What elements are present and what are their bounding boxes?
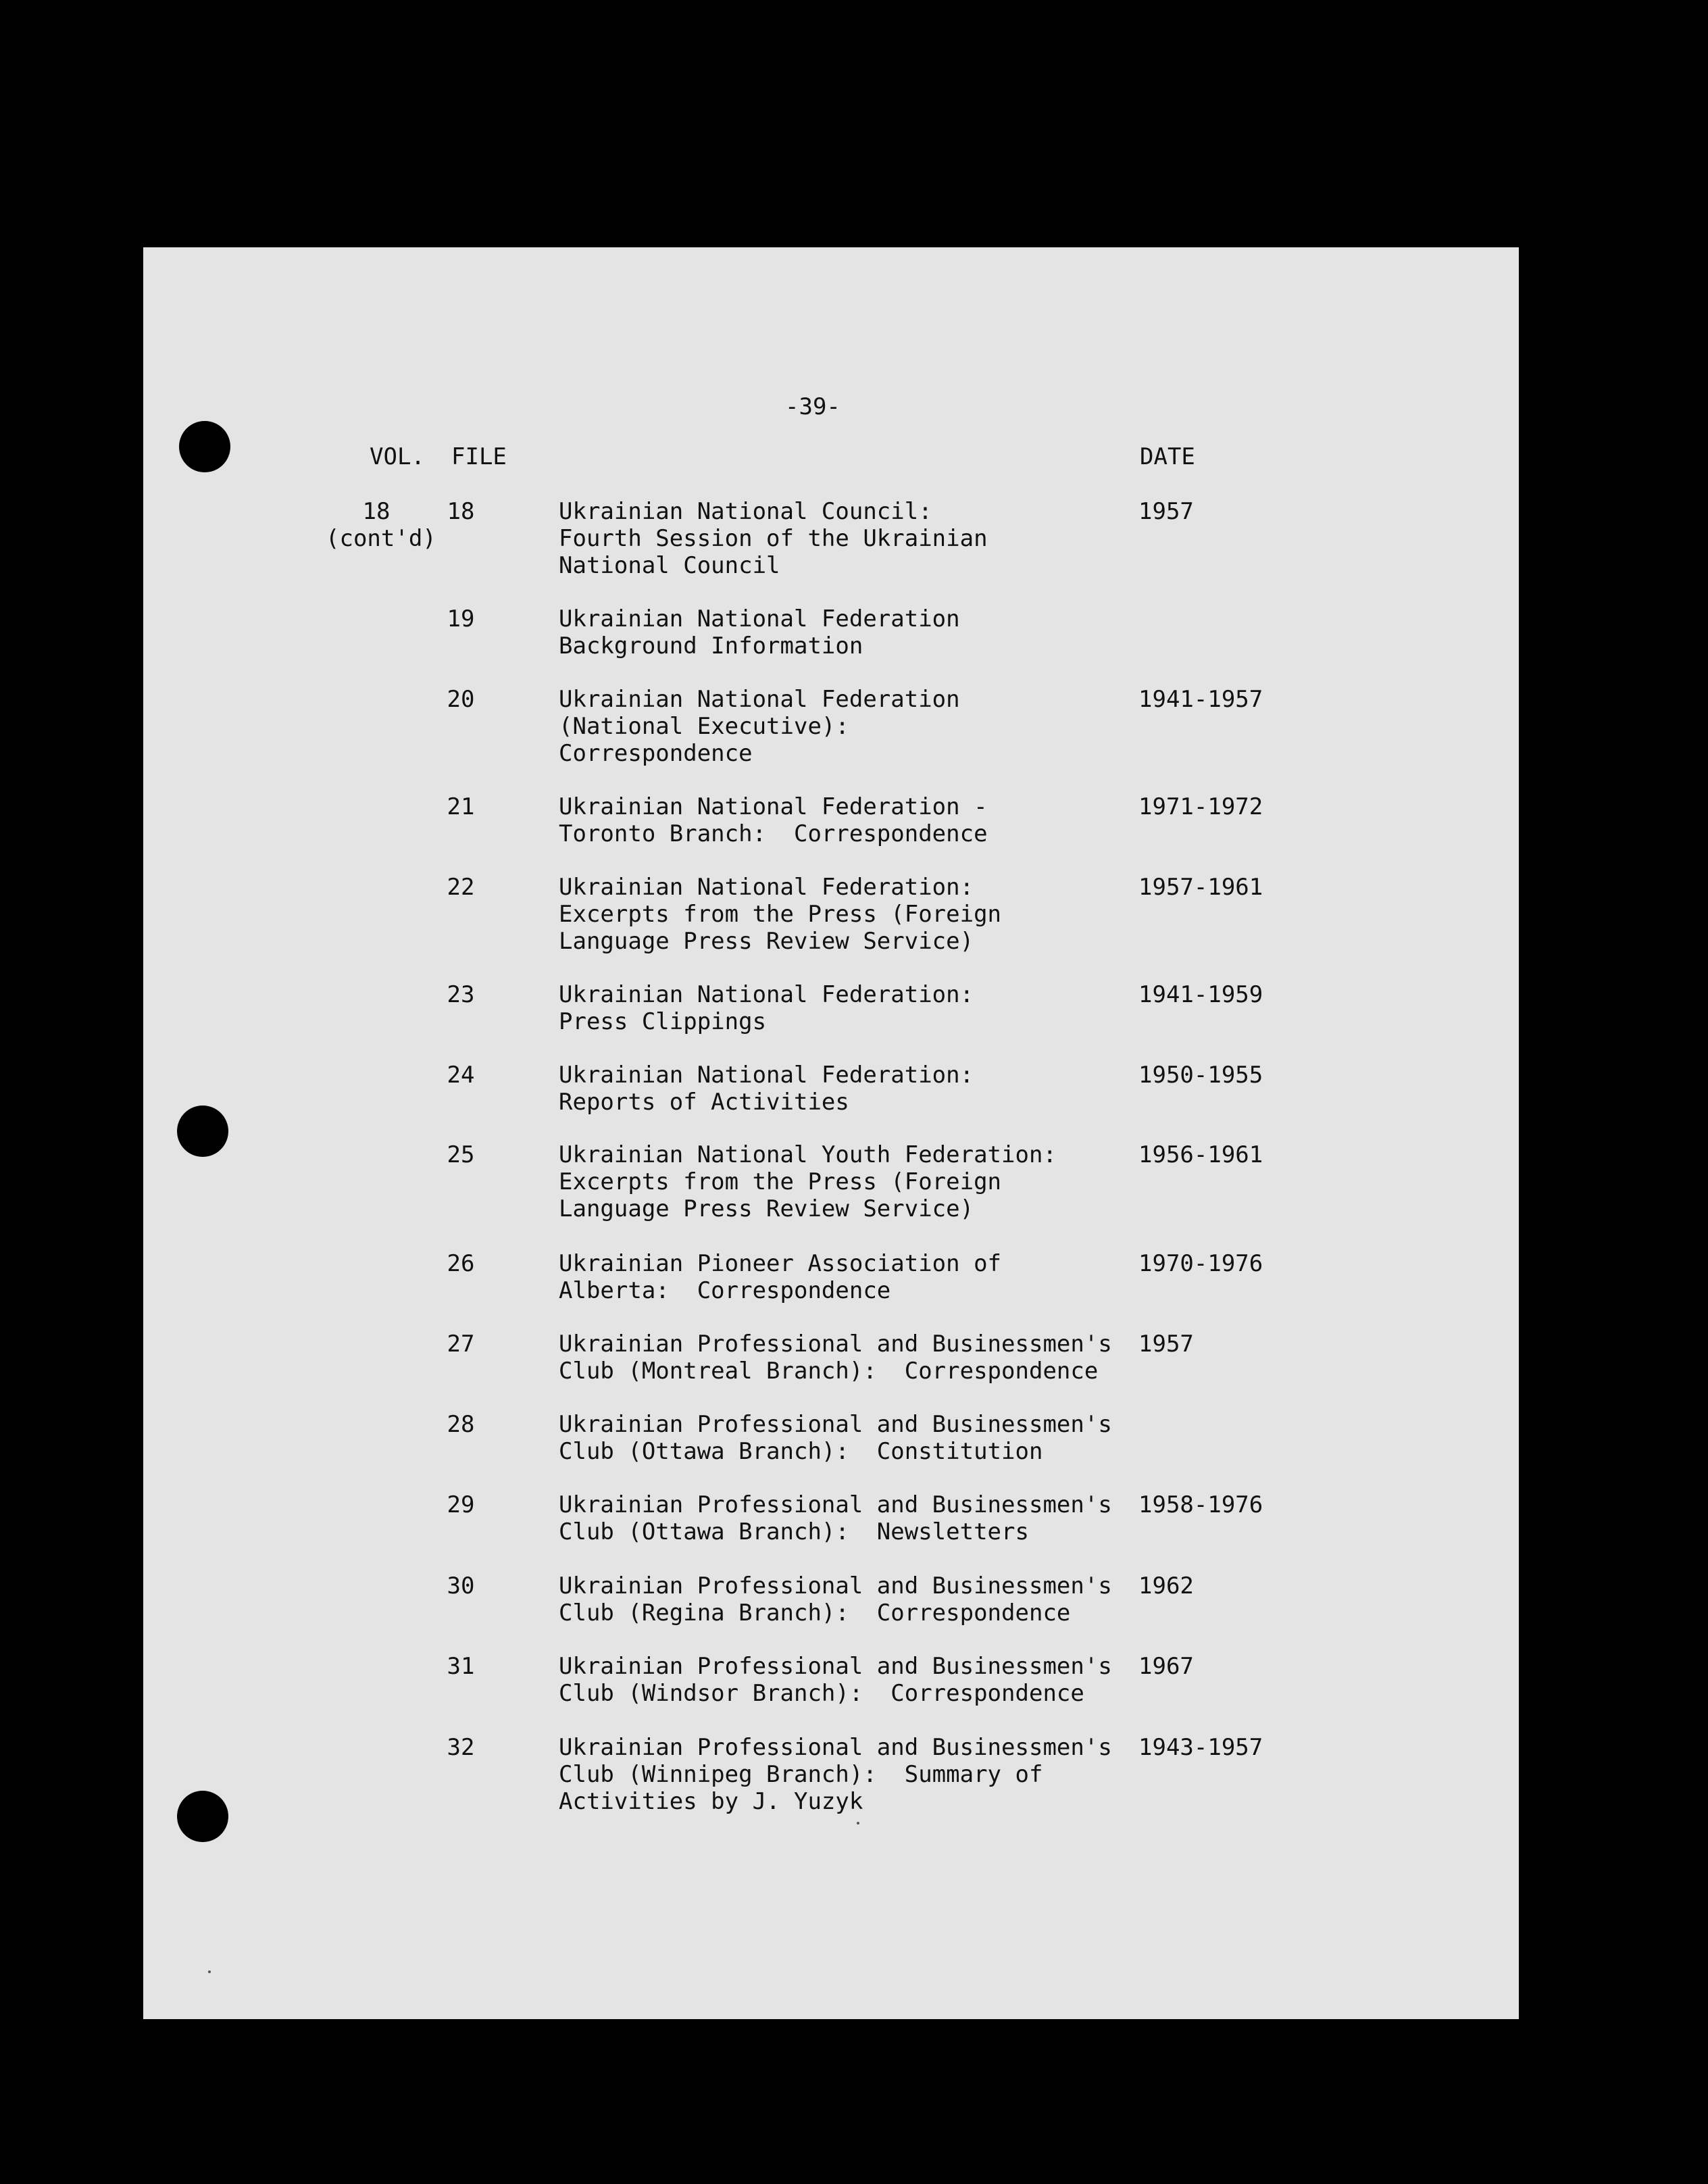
description-line: Ukrainian Professional and Businessmen's: [559, 1411, 1112, 1438]
entry-description: [559, 605, 1113, 660]
entry-date: 1941-1957: [1138, 686, 1263, 713]
description-line: Activities by J. Yuzyk: [559, 1788, 863, 1815]
entry-description: [559, 686, 1113, 767]
description-line: Ukrainian Professional and Businessmen's: [559, 1734, 1112, 1761]
paper-speck: [857, 1822, 859, 1825]
entry-volume: [326, 498, 436, 552]
entry-file-number: 18: [447, 498, 475, 525]
entry-file-number: 24: [447, 1062, 475, 1089]
description-line: Reports of Activities: [559, 1089, 849, 1116]
description-line: Ukrainian National Federation:: [559, 1062, 974, 1089]
description-line: Club (Ottawa Branch): Constitution: [559, 1438, 1043, 1465]
entry-description: [559, 1572, 1113, 1627]
entry-file-number: 30: [447, 1572, 475, 1599]
entry-file-number: 22: [447, 874, 475, 901]
entry-date: 1967: [1138, 1653, 1194, 1680]
entry-date: 1958-1976: [1138, 1491, 1263, 1518]
description-line: Correspondence: [559, 740, 753, 767]
entry-description: [559, 1411, 1113, 1465]
description-line: Toronto Branch: Correspondence: [559, 820, 988, 847]
entry-description: [559, 793, 1113, 847]
entry-description: [559, 1331, 1113, 1385]
entry-date: 1971-1972: [1138, 793, 1263, 820]
entry-description: [559, 1062, 1113, 1116]
entry-file-number: 19: [447, 605, 475, 632]
entry-description: [559, 1734, 1113, 1815]
entry-date: 1957-1961: [1138, 874, 1263, 901]
description-line: Excerpts from the Press (Foreign: [559, 1168, 1002, 1195]
entry-description: [559, 1141, 1113, 1222]
column-header-vol: VOL.: [370, 443, 425, 470]
entry-date: 1962: [1138, 1572, 1194, 1599]
description-line: Press Clippings: [559, 1008, 767, 1035]
description-line: Language Press Review Service): [559, 1195, 974, 1222]
description-line: Ukrainian Professional and Businessmen's: [559, 1331, 1112, 1358]
entry-date: 1957: [1138, 1331, 1194, 1358]
column-header-file: FILE: [451, 443, 507, 470]
punch-hole-top: [179, 421, 230, 472]
paper-speck: [208, 1970, 211, 1973]
entry-date: 1950-1955: [1138, 1062, 1263, 1089]
entry-date: 1970-1976: [1138, 1250, 1263, 1277]
description-line: Background Information: [559, 632, 863, 660]
volume-line: 18: [362, 498, 391, 525]
entry-description: [559, 1491, 1113, 1545]
punch-hole-middle: [177, 1106, 228, 1157]
volume-line: (cont'd): [326, 525, 436, 552]
entry-description: [559, 874, 1113, 955]
description-line: Ukrainian National Federation: [559, 605, 960, 632]
description-line: Club (Winnipeg Branch): Summary of: [559, 1761, 1043, 1788]
description-line: Ukrainian National Council:: [559, 498, 932, 525]
punch-hole-bottom: [177, 1791, 228, 1842]
description-line: Ukrainian National Federation: [559, 686, 960, 713]
entry-file-number: 26: [447, 1250, 475, 1277]
entry-file-number: 27: [447, 1331, 475, 1358]
column-header-date: DATE: [1140, 443, 1195, 470]
document-page: [143, 247, 1519, 2019]
entry-date: 1956-1961: [1138, 1141, 1263, 1168]
entry-description: [559, 498, 1113, 579]
description-line: Language Press Review Service): [559, 928, 974, 955]
description-line: (National Executive):: [559, 713, 849, 740]
description-line: Ukrainian National Federation:: [559, 874, 974, 901]
description-line: Ukrainian National Federation:: [559, 981, 974, 1008]
entry-description: [559, 1653, 1113, 1707]
description-line: Club (Ottawa Branch): Newsletters: [559, 1518, 1029, 1545]
description-line: Ukrainian National Youth Federation:: [559, 1141, 1057, 1168]
entry-file-number: 28: [447, 1411, 475, 1438]
page-number: -39-: [785, 393, 840, 420]
entry-file-number: 29: [447, 1491, 475, 1518]
description-line: Ukrainian National Federation -: [559, 793, 988, 820]
entry-description: [559, 1250, 1113, 1304]
description-line: Ukrainian Professional and Businessmen's: [559, 1491, 1112, 1518]
description-line: National Council: [559, 552, 780, 579]
entry-file-number: 23: [447, 981, 475, 1008]
entry-date: 1943-1957: [1138, 1734, 1263, 1761]
entry-date: 1941-1959: [1138, 981, 1263, 1008]
description-line: Ukrainian Pioneer Association of: [559, 1250, 1002, 1277]
entry-file-number: 32: [447, 1734, 475, 1761]
entry-file-number: 25: [447, 1141, 475, 1168]
entry-description: [559, 981, 1113, 1035]
description-line: Ukrainian Professional and Businessmen's: [559, 1653, 1112, 1680]
description-line: Excerpts from the Press (Foreign: [559, 901, 1002, 928]
description-line: Club (Montreal Branch): Correspondence: [559, 1358, 1099, 1385]
description-line: Alberta: Correspondence: [559, 1277, 891, 1304]
entry-file-number: 20: [447, 686, 475, 713]
description-line: Ukrainian Professional and Businessmen's: [559, 1572, 1112, 1599]
entry-file-number: 21: [447, 793, 475, 820]
entry-file-number: 31: [447, 1653, 475, 1680]
description-line: Club (Regina Branch): Correspondence: [559, 1599, 1071, 1627]
entry-date: 1957: [1138, 498, 1194, 525]
description-line: Fourth Session of the Ukrainian: [559, 525, 988, 552]
description-line: Club (Windsor Branch): Correspondence: [559, 1680, 1084, 1707]
